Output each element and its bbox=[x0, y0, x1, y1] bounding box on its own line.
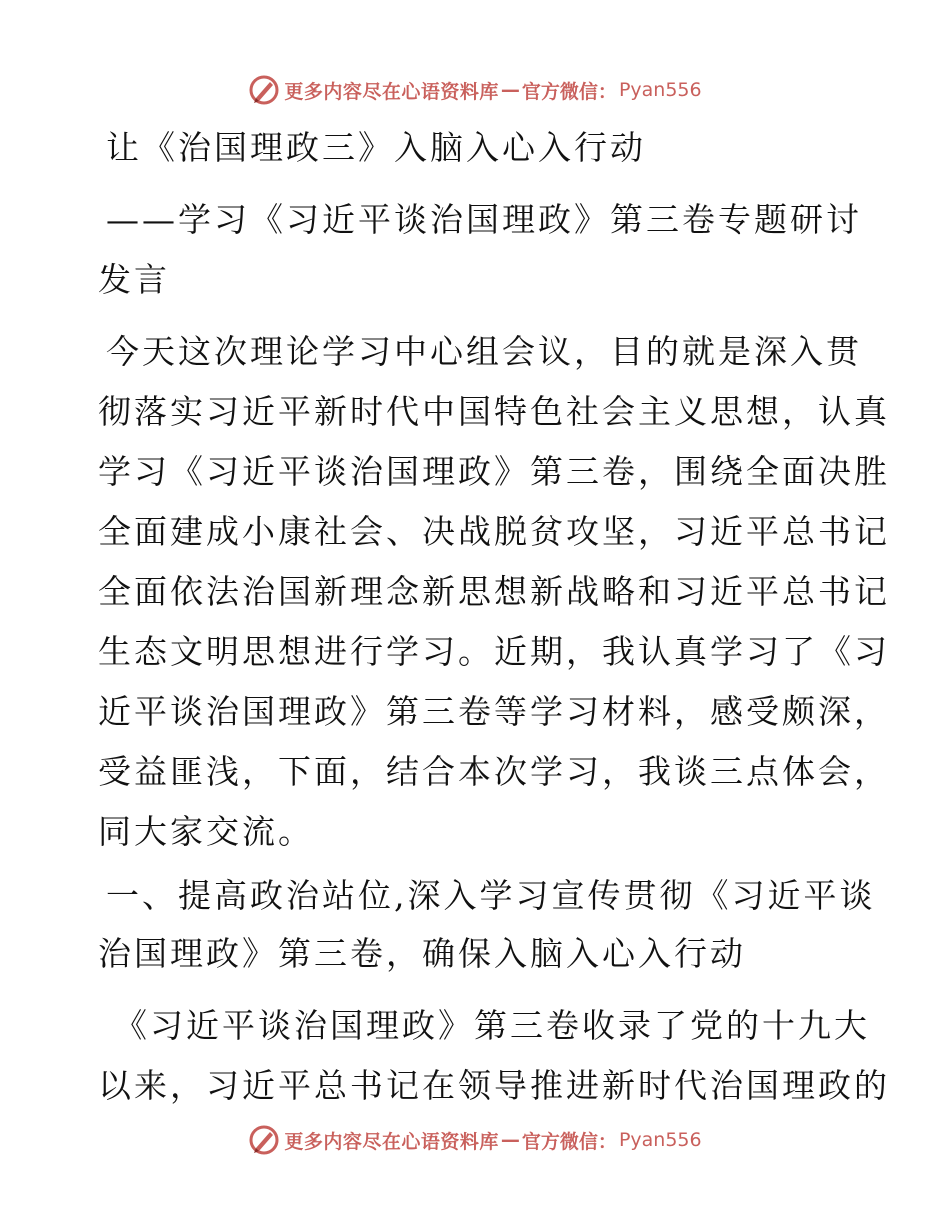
paragraph1-line-3: 学习《习近平谈治国理政》第三卷，围绕全面决胜 bbox=[98, 452, 890, 491]
paragraph1-line-7: 近平谈治国理政》第三卷等学习材料，感受颇深， bbox=[98, 692, 890, 731]
subtitle-line-1: ——学习《习近平谈治国理政》第三卷专题研讨 bbox=[106, 200, 862, 239]
heading1-line-1: 一、提高政治站位,深入学习宣传贯彻《习近平谈 bbox=[106, 876, 876, 915]
watermark-dash: — bbox=[500, 79, 520, 101]
watermark-dash: — bbox=[500, 1129, 520, 1151]
paragraph1-line-8: 受益匪浅，下面，结合本次学习，我谈三点体会， bbox=[98, 752, 890, 791]
subtitle-line-2: 发言 bbox=[98, 260, 170, 299]
watermark-suffix: 官方微信： bbox=[521, 80, 617, 103]
paragraph1-line-9: 同大家交流。 bbox=[98, 812, 314, 851]
paragraph1-line-4: 全面建成小康社会、决战脱贫攻坚，习近平总书记 bbox=[98, 512, 890, 551]
watermark-text: 更多内容尽在心语资料库 bbox=[284, 1130, 499, 1153]
watermark-id: Pyan556 bbox=[618, 1129, 702, 1151]
watermark-id: Pyan556 bbox=[618, 79, 702, 101]
paragraph2-line-1: 《习近平谈治国理政》第三卷收录了党的十九大 bbox=[114, 1006, 870, 1045]
watermark-text: 更多内容尽在心语资料库 bbox=[284, 80, 499, 103]
paragraph1-line-1: 今天这次理论学习中心组会议，目的就是深入贯 bbox=[106, 332, 862, 371]
document-title: 让《治国理政三》入脑入心入行动 bbox=[106, 128, 646, 167]
paragraph2-line-2: 以来，习近平总书记在领导推进新时代治国理政的 bbox=[98, 1066, 890, 1105]
pen-logo-icon bbox=[248, 1124, 280, 1156]
footer-watermark bbox=[0, 1120, 950, 1160]
header-watermark bbox=[0, 70, 950, 110]
paragraph1-line-5: 全面依法治国新理念新思想新战略和习近平总书记 bbox=[98, 572, 890, 611]
heading1-line-2: 治国理政》第三卷，确保入脑入心入行动 bbox=[98, 934, 746, 973]
pen-logo-icon bbox=[248, 74, 280, 106]
paragraph1-line-2: 彻落实习近平新时代中国特色社会主义思想，认真 bbox=[98, 392, 890, 431]
paragraph1-line-6: 生态文明思想进行学习。近期，我认真学习了《习 bbox=[98, 632, 890, 671]
watermark-suffix: 官方微信： bbox=[521, 1130, 617, 1153]
